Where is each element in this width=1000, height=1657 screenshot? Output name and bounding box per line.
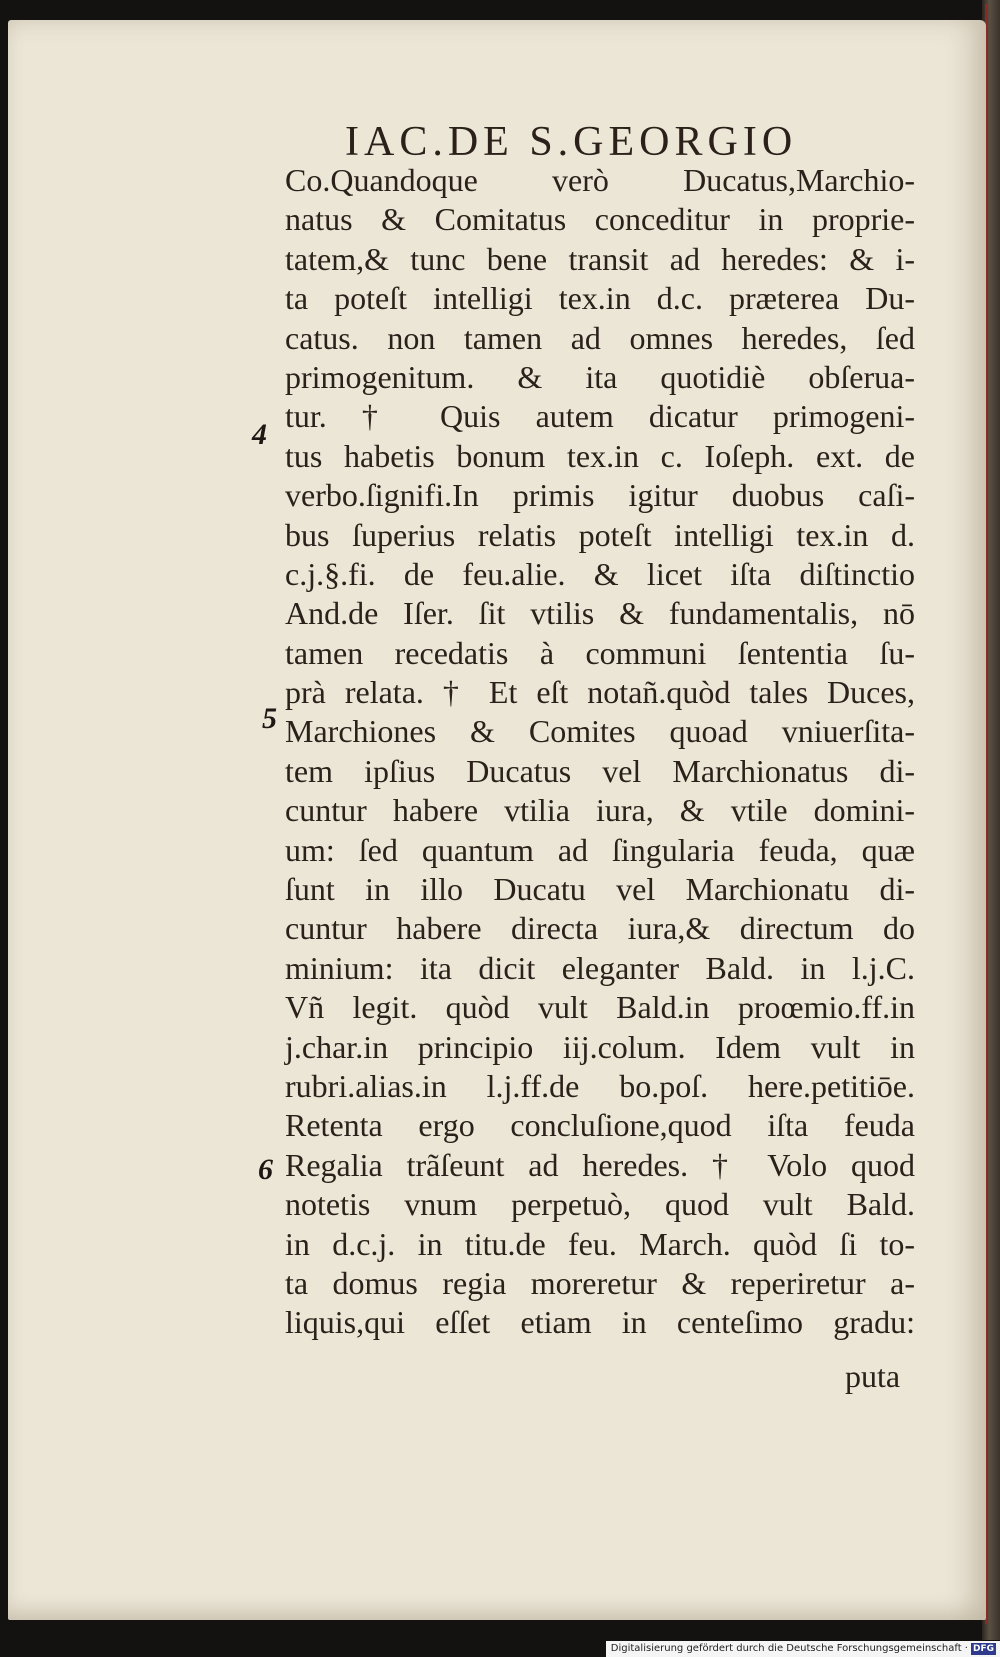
text-line: bus ſuperius relatis poteſt intelligi tex.in d. [285, 516, 915, 553]
running-head: IAC.DE S.GEORGIO [345, 119, 798, 165]
text-line: Retenta ergo concluſione,quod iſta feuda [285, 1107, 915, 1144]
text-line: um: ſed quantum ad ſingularia feuda, quæ [285, 831, 915, 868]
text-line: prà relata. † Et eſt notañ.quòd tales Duces, [285, 674, 915, 711]
text-line: in d.c.j. in titu.de feu. March. quòd ſi to- [285, 1225, 915, 1262]
text-line: ta poteſt intelligi tex.in d.c. præterea Du- [285, 280, 915, 317]
text-line: notetis vnum perpetuò, quod vult Bald. [285, 1186, 915, 1223]
text-line: cuntur habere directa iura,& directum do [285, 910, 915, 947]
text-line: tus habetis bonum tex.in c. Ioſeph. ext. de [285, 437, 915, 474]
text-line: And.de Iſer. ſit vtilis & fundamentalis, nō [285, 595, 915, 632]
text-line: tatem,& tunc bene transit ad heredes: & i- [285, 240, 915, 277]
text-line: ſunt in illo Ducatu vel Marchionatu di- [285, 871, 915, 908]
text-line: tem ipſius Ducatus vel Marchionatus di- [285, 752, 915, 789]
text-line: cuntur habere vtilia iura, & vtile domini- [285, 792, 915, 829]
text-line: minium: ita dicit eleganter Bald. in l.j.C. [285, 949, 915, 986]
footer-text: Digitalisierung gefördert durch die Deutsche Forschungsgemeinschaft · [610, 1643, 968, 1654]
text-line: Vñ legit. quòd vult Bald.in proœmio.ff.in [285, 989, 915, 1026]
text-line: rubri.alias.in l.j.ff.de bo.poſ. here.petitiōe. [285, 1067, 915, 1104]
text-line: tur. † Quis autem dicatur primogeni- [285, 398, 915, 435]
dfg-logo: DFG [972, 1644, 994, 1654]
text-line: tamen recedatis à communi ſententia ſu- [285, 634, 915, 671]
text-line: Marchiones & Comites quoad vniuerſita- [285, 713, 915, 750]
text-line: catus. non tamen ad omnes heredes, ſed [285, 319, 915, 356]
margin-number-4: 4 [252, 418, 267, 451]
text-line: Co.Quandoque verò Ducatus,Marchio- [285, 162, 915, 198]
body-text [285, 161, 915, 1343]
text-line: j.char.in principio iij.colum. Idem vult in [285, 1028, 915, 1065]
text-line: liquis,qui eſſet etiam in centeſimo gradu: [285, 1304, 915, 1341]
margin-number-6: 6 [258, 1153, 273, 1186]
margin-number-5: 5 [262, 702, 277, 735]
text-line: verbo.ſignifi.In primis igitur duobus caſi- [285, 477, 915, 514]
text-line: primogenitum. & ita quotidiè obſerua- [285, 358, 915, 395]
text-line: natus & Comitatus conceditur in proprie- [285, 201, 915, 238]
text-line: Regalia trãſeunt ad heredes. † Volo quod [285, 1146, 915, 1183]
text-line: ta domus regia moreretur & reperiretur a- [285, 1264, 915, 1301]
text-line: c.j.§.fi. de feu.alie. & licet iſta diſtinctio [285, 555, 915, 592]
digitization-footer [606, 1641, 1000, 1657]
catchword: puta [845, 1358, 901, 1394]
